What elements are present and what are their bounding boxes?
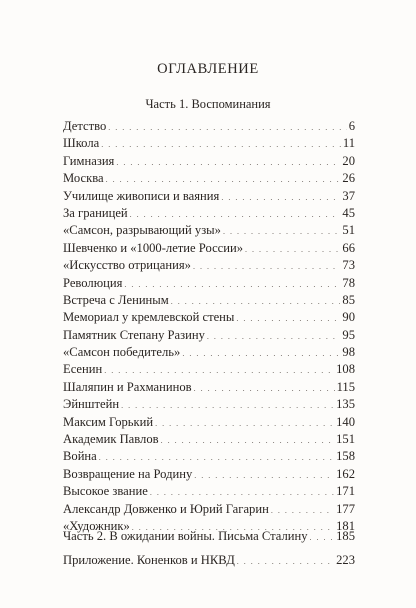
dot-leader	[101, 140, 341, 149]
toc-entry	[63, 484, 355, 501]
dot-leader	[182, 349, 340, 358]
toc-entry	[63, 119, 355, 136]
dot-leader	[193, 262, 340, 271]
toc-entry	[63, 380, 355, 397]
toc-entry	[63, 502, 355, 519]
toc-entry	[63, 276, 355, 293]
toc-entry-title: Высокое звание	[63, 484, 148, 499]
toc-entry	[63, 258, 355, 275]
dot-leader	[121, 401, 334, 410]
dot-leader	[236, 314, 340, 323]
toc-entry-page: 98	[342, 345, 355, 360]
dot-leader	[116, 158, 340, 167]
toc-entry	[63, 529, 355, 546]
dot-leader	[130, 210, 341, 219]
toc-entry-title: Приложение. Коненков и НКВД	[63, 553, 235, 567]
dot-leader	[223, 227, 340, 236]
dot-leader	[108, 123, 346, 132]
page-title: ОГЛАВЛЕНИЕ	[157, 61, 259, 77]
toc-entry-title: «Художник»	[63, 518, 130, 533]
toc-entry-page: 90	[342, 310, 355, 325]
toc-entry-page: 177	[336, 501, 355, 516]
toc-entry-page: 20	[342, 153, 355, 168]
toc-entry	[63, 345, 355, 362]
toc-entry	[63, 136, 355, 153]
dot-leader	[171, 297, 341, 306]
dot-leader	[124, 280, 340, 289]
toc-entry-page: 73	[342, 258, 355, 273]
toc-entry	[63, 223, 355, 240]
toc-entry	[63, 328, 355, 345]
dot-leader	[271, 506, 334, 515]
dot-leader	[106, 175, 341, 184]
dot-leader	[104, 366, 334, 375]
toc-entry-title: Возвращение на Родину	[63, 466, 193, 481]
toc-entry-title: Училище живописи и ваяния	[63, 188, 220, 203]
toc-entry	[63, 362, 355, 379]
dot-leader	[194, 384, 335, 393]
toc-entry	[63, 171, 355, 188]
toc-entry-title: Школа	[63, 136, 100, 151]
dot-leader	[99, 453, 334, 462]
toc-entry-page: 151	[336, 432, 355, 447]
toc-entry-page: 85	[342, 292, 355, 307]
toc-entry-page: 45	[342, 205, 355, 220]
toc-entry-page: 6	[348, 119, 355, 133]
toc-entry-title: Детство	[63, 119, 107, 133]
toc-entry-page: 95	[342, 327, 355, 342]
dot-leader	[155, 419, 334, 428]
toc-entry-page: 185	[336, 529, 355, 543]
toc-entry	[63, 154, 355, 171]
toc-entry-title: Революция	[63, 275, 123, 290]
toc-entry-page: 78	[342, 275, 355, 290]
dot-leader	[161, 436, 335, 445]
toc-entry-page: 66	[342, 240, 355, 255]
toc-entry	[63, 293, 355, 310]
toc-entry-page: 158	[336, 449, 355, 464]
toc-list	[63, 119, 355, 536]
toc-entry-page: 223	[336, 553, 355, 567]
part-heading: Часть 1. Воспоминания	[145, 97, 271, 111]
toc-entry	[63, 189, 355, 206]
toc-entry-title: «Самсон, разрывающий узы»	[63, 223, 221, 238]
toc-entry-page: 171	[336, 484, 355, 499]
toc-entry-title: Москва	[63, 171, 104, 186]
toc-entry-page: 115	[336, 379, 355, 394]
toc-entry	[63, 553, 355, 570]
toc-entry-page: 140	[336, 414, 355, 429]
toc-entry-title: «Самсон победитель»	[63, 345, 181, 360]
toc-entry-page: 181	[336, 518, 355, 533]
toc-entry-title: Встреча с Лениным	[63, 292, 169, 307]
toc-entry	[63, 449, 355, 466]
toc-entry-page: 11	[342, 136, 355, 151]
toc-entry-title: Война	[63, 449, 97, 464]
toc-entry-title: Часть 2. В ожидании войны. Письма Сталину	[63, 529, 308, 543]
toc-entry	[63, 415, 355, 432]
toc-entry-title: «Искусство отрицания»	[63, 258, 191, 273]
toc-entry-title: Александр Довженко и Юрий Гагарин	[63, 501, 269, 516]
dot-leader	[207, 332, 341, 341]
toc-entry-title: Гимназия	[63, 153, 115, 168]
toc-part2	[63, 529, 355, 546]
toc-entry-title: Есенин	[63, 362, 103, 377]
dot-leader	[237, 557, 334, 566]
dot-leader	[310, 533, 335, 542]
toc-entry-title: Академик Павлов	[63, 432, 159, 447]
toc-entry-title: Максим Горький	[63, 414, 154, 429]
toc-entry-title: За границей	[63, 205, 128, 220]
toc-appendix	[63, 553, 355, 570]
toc-entry-title: Эйнштейн	[63, 397, 120, 412]
dot-leader	[221, 193, 340, 202]
toc-entry-page: 37	[342, 188, 355, 203]
toc-entry	[63, 397, 355, 414]
toc-entry-page: 26	[342, 171, 355, 186]
toc-entry-page: 135	[336, 397, 355, 412]
toc-entry	[63, 310, 355, 327]
toc-entry	[63, 467, 355, 484]
toc-entry	[63, 241, 355, 258]
toc-entry-title: Мемориал у кремлевской стены	[63, 310, 235, 325]
dot-leader	[245, 245, 340, 254]
toc-entry-page: 51	[342, 223, 355, 238]
toc-entry-title: Шаляпин и Рахманинов	[63, 379, 192, 394]
toc-entry-title: Памятник Степану Разину	[63, 327, 205, 342]
toc-entry-page: 108	[336, 362, 355, 377]
dot-leader	[150, 488, 334, 497]
dot-leader	[194, 471, 334, 480]
toc-entry	[63, 206, 355, 223]
toc-entry-title: Шевченко и «1000-летие России»	[63, 240, 244, 255]
toc-entry-page: 162	[336, 466, 355, 481]
toc-entry	[63, 432, 355, 449]
